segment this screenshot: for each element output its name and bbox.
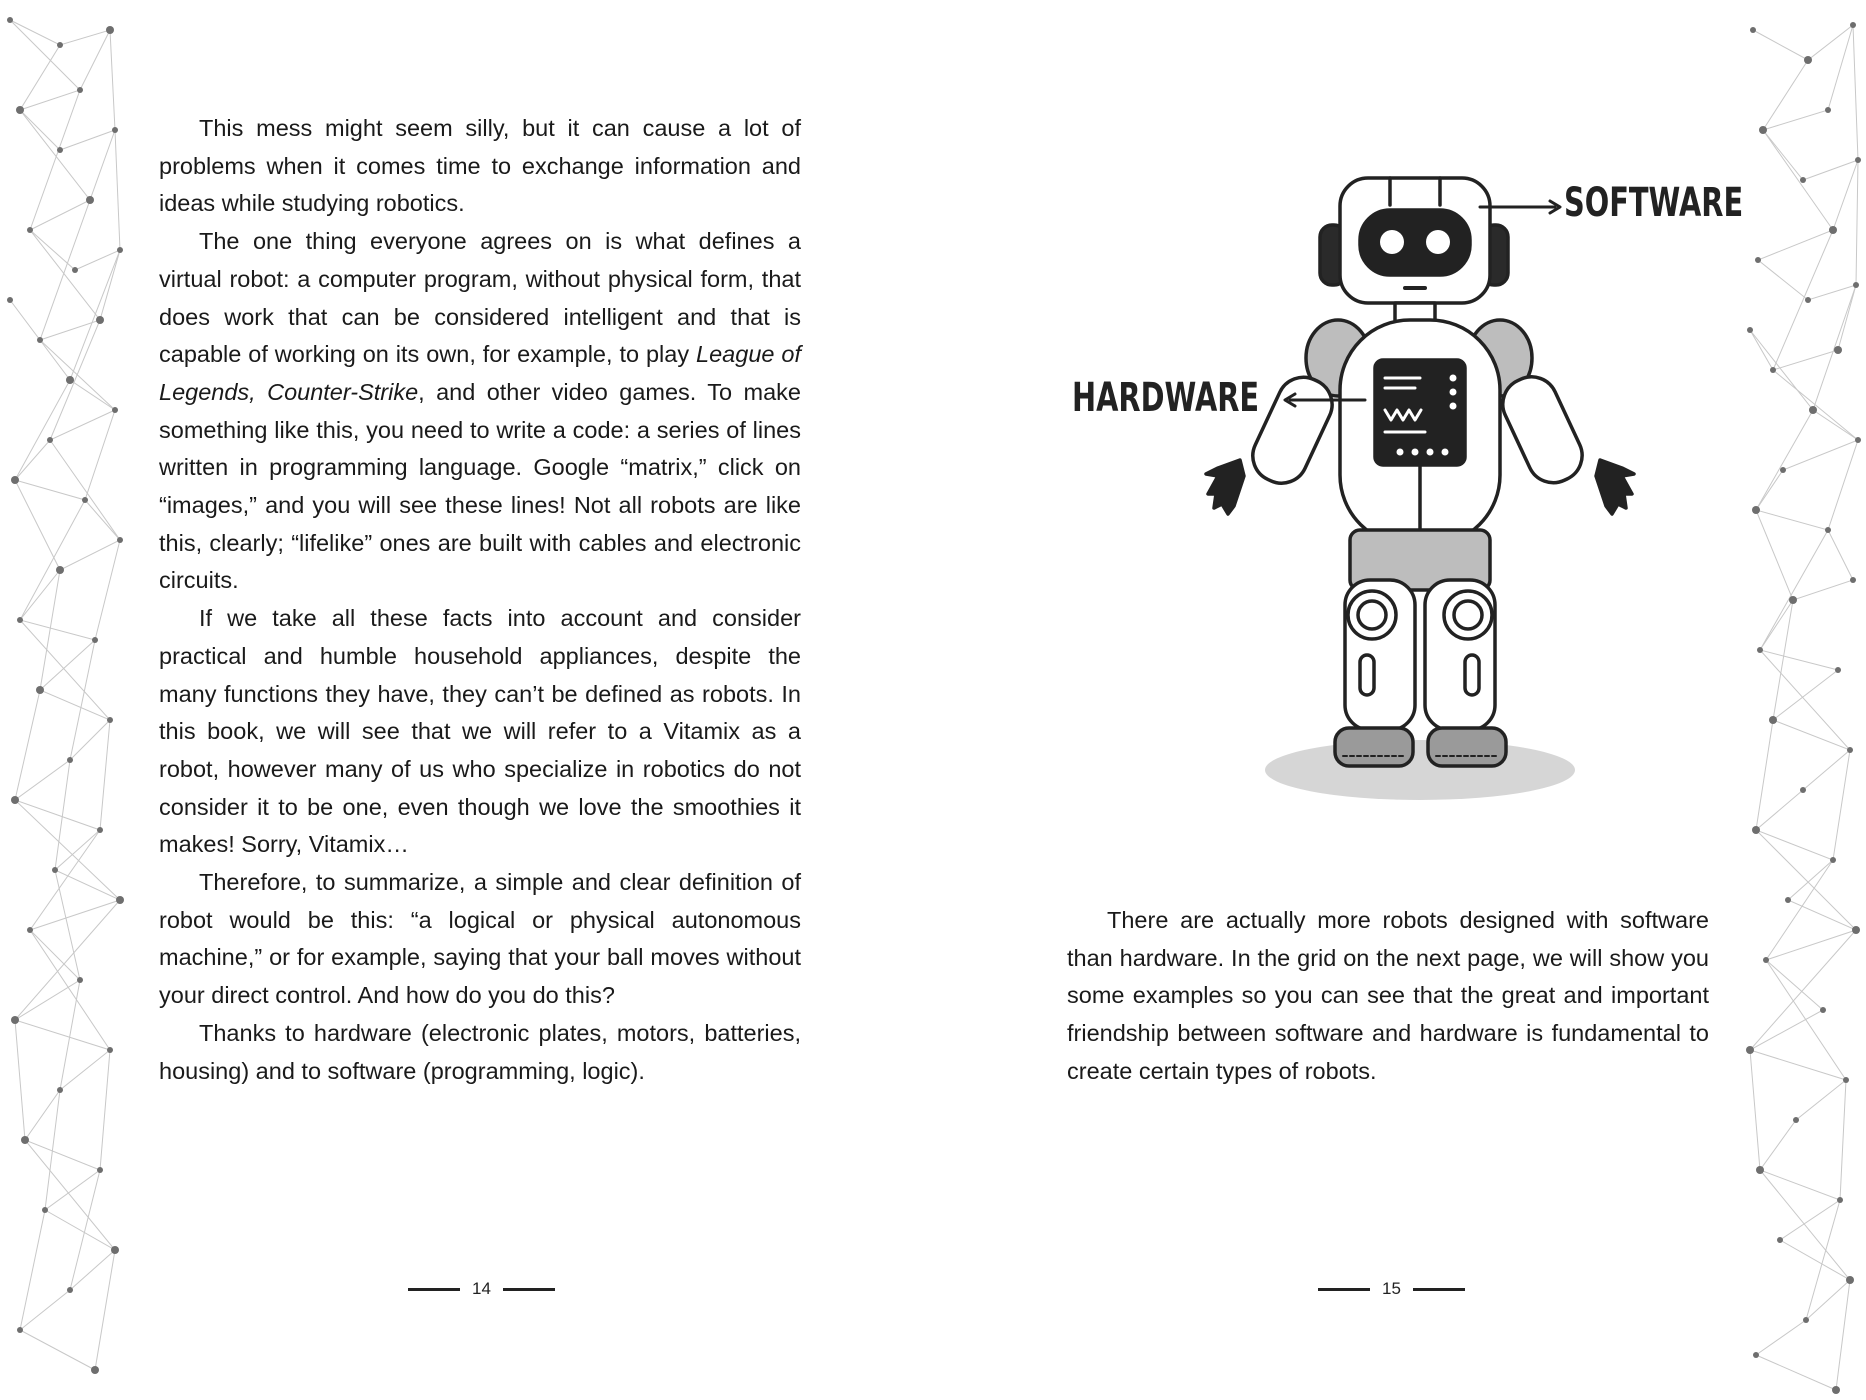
network-pattern-right	[1738, 0, 1866, 1400]
robot-visor	[1360, 210, 1470, 275]
robot-eye	[1426, 230, 1450, 254]
page-number: 14	[472, 1279, 491, 1298]
page-number-left	[408, 1279, 555, 1299]
robot-eye	[1380, 230, 1404, 254]
folio-rule	[503, 1288, 555, 1291]
game-titles: League of Legends, Counter-Strike	[159, 341, 802, 405]
paragraph: If we take all these facts into account and consider practical and humble household appliances, despite the many functions they have, they can’t be defined as robots. In this book, we will see that we will refer to a Vitamix as a robot, however many of us who specialize in robotics do not consider it to be one, even though we love the smoothies it makes! Sorry, Vitamix…	[159, 605, 801, 858]
paragraph-text: The one thing everyone agrees on is what defines a virtual robot: a computer program, without physical form, that does work that can be considered intelligent and that is capable of working on its own, for example, to play	[159, 228, 801, 368]
hardware-label: HARDWARE	[1072, 375, 1260, 421]
software-label: SOFTWARE	[1564, 180, 1744, 226]
right-arm	[1494, 368, 1590, 491]
paragraph: Thanks to hardware (electronic plates, motors, batteries, housing) and to software (programming, logic).	[159, 1019, 801, 1084]
ground-shadow	[1265, 740, 1575, 800]
page-number-right	[1318, 1279, 1465, 1299]
left-page-body	[159, 110, 801, 1090]
paragraph: There are actually more robots designed with software than hardware. In the grid on the next page, we will show you some examples so you can see that the great and important friendship between software and hardware is fundamental to create certain types of robots.	[1067, 907, 1709, 1084]
left-hand	[1206, 460, 1244, 514]
network-pattern-left	[0, 0, 128, 1400]
paragraph: Therefore, to summarize, a simple and clear definition of robot would be this: “a logical or physical autonomous machine,” or for example, saying that your ball moves without your direct control. And how do you do this?	[159, 869, 801, 1009]
paragraph-text: , and other video games. To make something like this, you need to write a code: a series of lines written in programming language. Google “matrix,” click on “images,” and you will see these lines! Not all robots are like this, clearly; “lifelike” ones are built with cables and electronic circuits.	[159, 378, 801, 594]
robot-illustration	[1060, 160, 1720, 810]
folio-rule	[1318, 1288, 1370, 1291]
right-hand	[1596, 460, 1634, 514]
page-number: 15	[1382, 1279, 1401, 1298]
folio-rule	[1413, 1288, 1465, 1291]
right-foot	[1428, 728, 1506, 766]
paragraph	[159, 223, 801, 600]
left-foot	[1335, 728, 1413, 766]
paragraph: This mess might seem silly, but it can cause a lot of problems when it comes time to exchange information and ideas while studying robotics.	[159, 115, 801, 217]
folio-rule	[408, 1288, 460, 1291]
right-page-body	[1067, 902, 1709, 1091]
